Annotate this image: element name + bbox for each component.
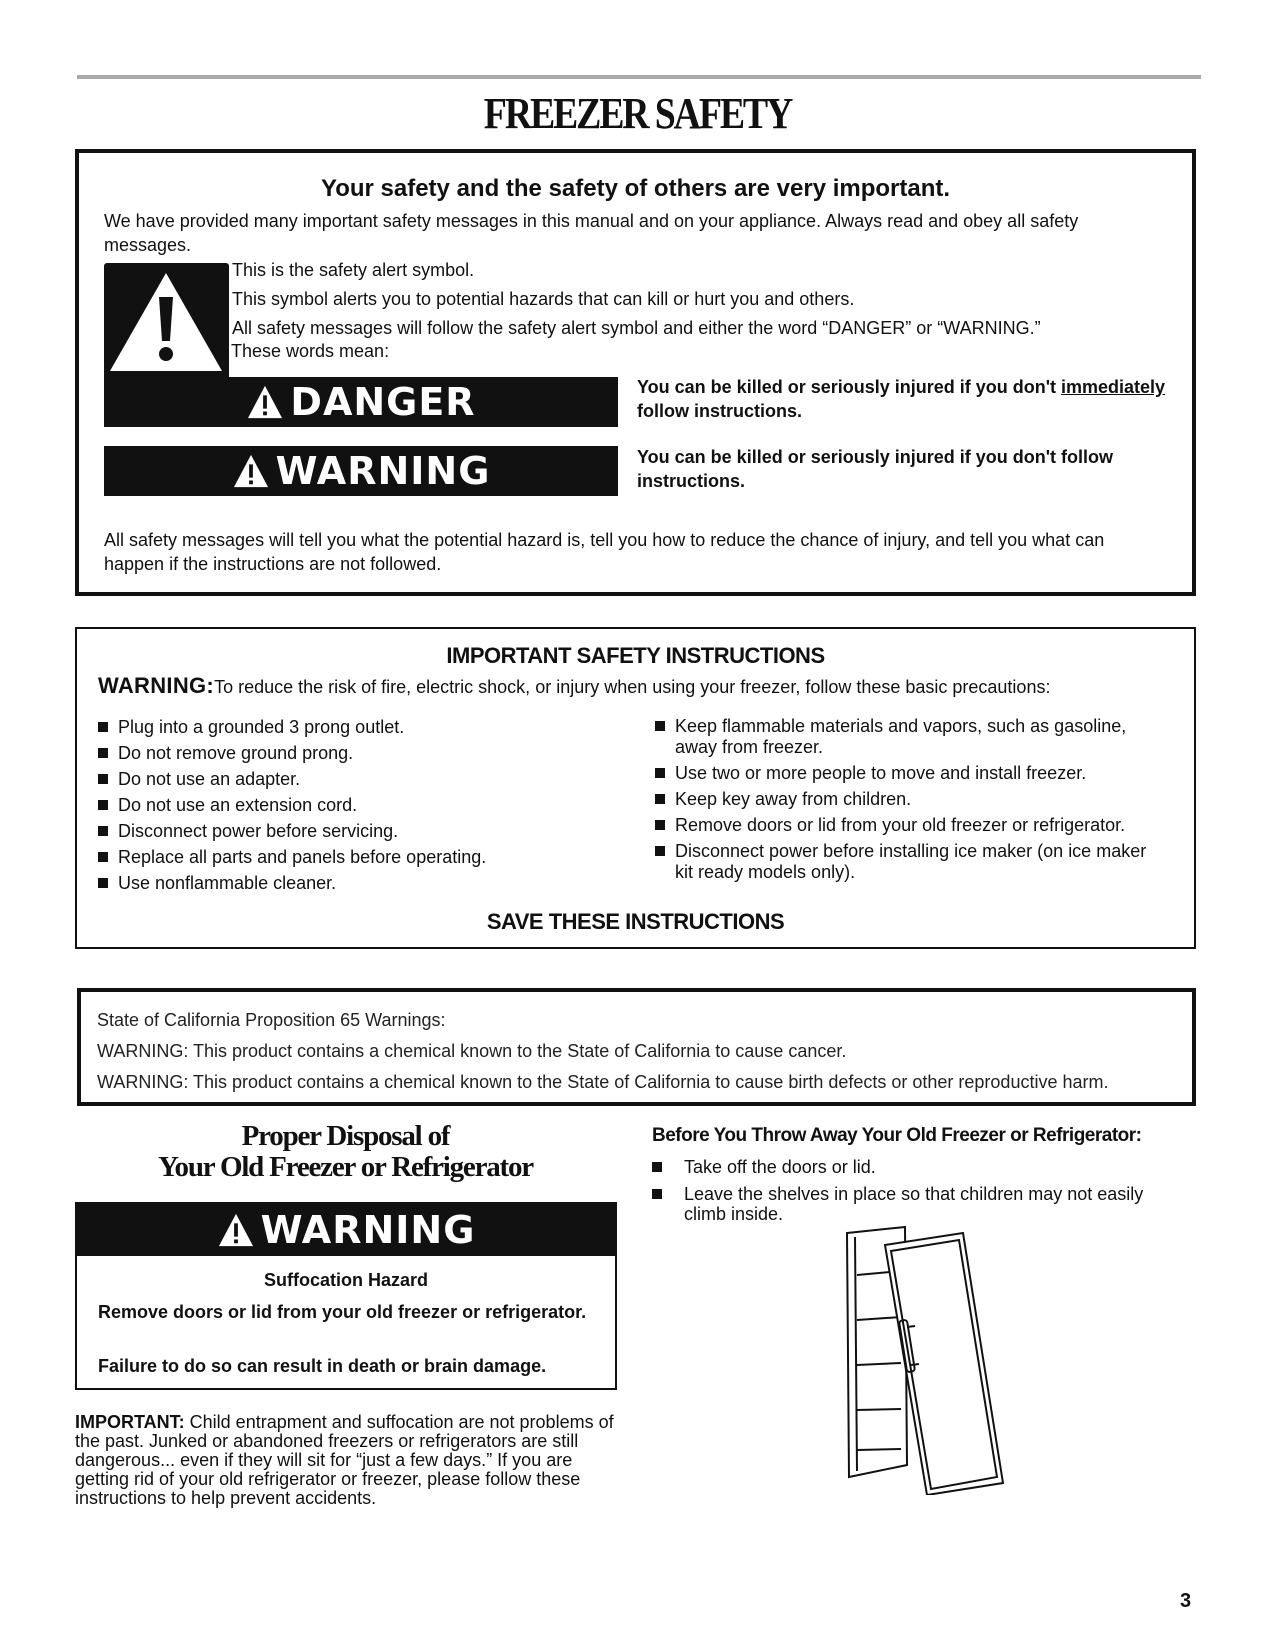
prop65-box bbox=[77, 988, 1196, 1106]
danger-signal-word bbox=[104, 377, 618, 427]
warning-triangle-icon bbox=[232, 453, 270, 489]
before-throw-heading: Before You Throw Away Your Old Freezer or Refrigerator: bbox=[652, 1125, 1142, 1146]
prop65-title: State of California Proposition 65 Warnings: bbox=[97, 1010, 446, 1030]
instructions-heading: IMPORTANT SAFETY INSTRUCTIONS bbox=[446, 643, 825, 668]
list-item: Do not use an adapter. bbox=[98, 769, 608, 790]
warning-label: WARNING: bbox=[98, 673, 215, 698]
alert-line: These words mean: bbox=[231, 341, 390, 361]
hazard-title: Suffocation Hazard bbox=[263, 1270, 428, 1290]
list-item: Do not remove ground prong. bbox=[98, 743, 608, 764]
suffocation-warning-box bbox=[75, 1202, 617, 1390]
list-item: Replace all parts and panels before operating. bbox=[98, 847, 608, 868]
alert-line: This symbol alerts you to potential hazards that can kill or hurt you and others. bbox=[232, 289, 855, 309]
list-item: Plug into a grounded 3 prong outlet. bbox=[98, 717, 608, 738]
alert-line: All safety messages will follow the safety alert symbol and either the word “DANGER” or “WARNING.” bbox=[232, 318, 1041, 338]
list-item: Disconnect power before installing ice maker (on ice maker kit ready models only). bbox=[655, 841, 1155, 883]
important-instructions-box bbox=[75, 627, 1196, 949]
list-item: Use nonflammable cleaner. bbox=[98, 873, 608, 894]
list-item: Keep flammable materials and vapors, such as gasoline, away from freezer. bbox=[655, 716, 1155, 758]
list-item: Do not use an extension cord. bbox=[98, 795, 608, 816]
precautions-left-list bbox=[98, 717, 608, 894]
safety-intro-text: We have provided many important safety messages in this manual and on your appliance. Always read and obey all safety messages. bbox=[104, 211, 1079, 255]
page-number: 3 bbox=[1180, 1590, 1192, 1612]
list-item: Leave the shelves in place so that children may not easily climb inside. bbox=[652, 1184, 1172, 1224]
warning-text: To reduce the risk of fire, electric shock, or injury when using your freezer, follow these basic precautions: bbox=[214, 677, 1051, 697]
warning-label: WARNING bbox=[260, 1208, 476, 1252]
warning-signal-word bbox=[77, 1204, 615, 1256]
top-divider bbox=[77, 75, 1201, 79]
save-instructions-label: SAVE THESE INSTRUCTIONS bbox=[486, 909, 785, 934]
hazard-instruction: Remove doors or lid from your old freezer or refrigerator. bbox=[98, 1302, 587, 1322]
safety-alert-icon bbox=[104, 263, 229, 381]
list-item: Disconnect power before servicing. bbox=[98, 821, 608, 842]
warning-label: WARNING bbox=[275, 449, 491, 493]
important-paragraph: IMPORTANT: Child entrapment and suffocation are not problems of the past. Junked or abandoned freezers or refrigerators are still dangerous... even if they will sit for “just a few days.” If you are getting rid of your old refrigerator or freezer, please follow these instructions to help prevent accidents. bbox=[75, 1412, 614, 1508]
warning-triangle-icon bbox=[217, 1212, 255, 1248]
list-item: Keep key away from children. bbox=[655, 789, 1155, 810]
list-item: Use two or more people to move and install freezer. bbox=[655, 763, 1155, 784]
safety-intro-box bbox=[75, 149, 1196, 596]
prop65-line: WARNING: This product contains a chemical known to the State of California to cause birth defects or other reproductive harm. bbox=[97, 1072, 1109, 1092]
precautions-right-list bbox=[655, 716, 1155, 883]
list-item: Take off the doors or lid. bbox=[652, 1157, 1172, 1177]
warning-description: You can be killed or seriously injured if you don't follow instructions. bbox=[637, 447, 1114, 491]
before-throw-list bbox=[652, 1157, 1172, 1231]
danger-description: You can be killed or seriously injured if you don't immediately follow instructions. bbox=[637, 377, 1166, 421]
hazard-consequence: Failure to do so can result in death or brain damage. bbox=[98, 1356, 547, 1376]
prop65-line: WARNING: This product contains a chemical known to the State of California to cause cancer. bbox=[97, 1041, 847, 1061]
instructions-warning bbox=[98, 673, 1178, 699]
freezer-door-illustration bbox=[835, 1225, 1015, 1495]
list-item: Remove doors or lid from your old freezer or refrigerator. bbox=[655, 815, 1155, 836]
page-title: FREEZER SAFETY bbox=[483, 89, 792, 138]
warning-signal-word bbox=[104, 446, 618, 496]
danger-label: DANGER bbox=[290, 380, 476, 424]
warning-triangle-icon bbox=[246, 384, 284, 420]
disposal-title: Proper Disposal of Your Old Freezer or Refrigerator bbox=[158, 1120, 533, 1183]
alert-line: This is the safety alert symbol. bbox=[232, 260, 475, 280]
safety-footer-text: All safety messages will tell you what the potential hazard is, tell you how to reduce the chance of injury, and tell you what can happen if the instructions are not followed. bbox=[104, 530, 1105, 574]
safety-heading: Your safety and the safety of others are very important. bbox=[320, 175, 951, 202]
